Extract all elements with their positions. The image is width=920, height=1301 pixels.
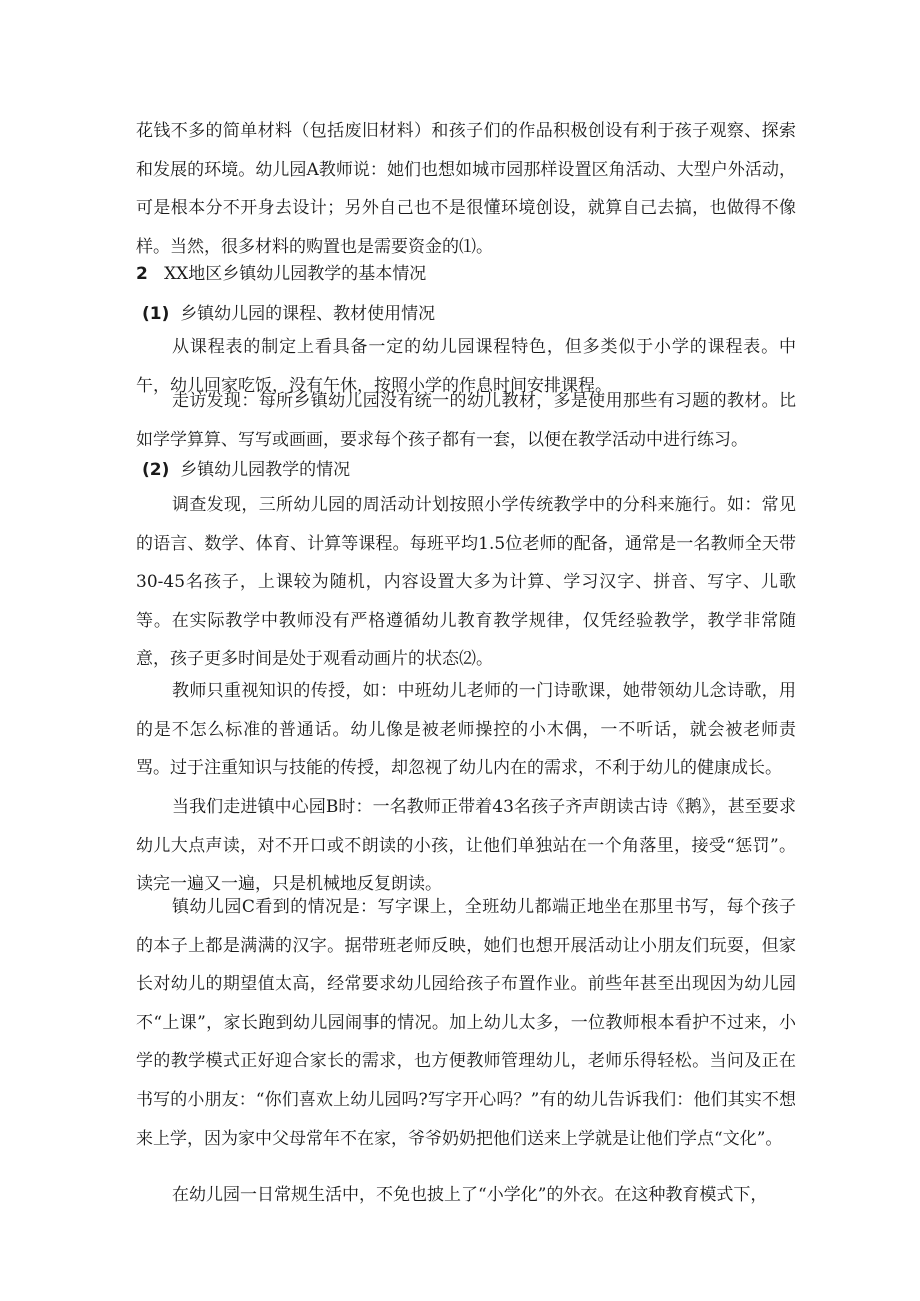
subsection-title: 乡镇幼儿园教学的情况 <box>180 460 351 480</box>
subsection-title: 乡镇幼儿园的课程、教材使用情况 <box>180 304 436 324</box>
paragraph-materials: 走访发现：每所乡镇幼儿园没有统一的幼儿教材，多是使用那些有习题的教材。比如学学算算、写写或画画，要求每个孩子都有一套，以便在教学活动中进行练习。 <box>136 391 796 450</box>
paragraph-center-b: 当我们走进镇中心园B时：一名教师正带着43名孩子齐声朗读古诗《鹅》，甚至要求幼儿大点声读，对不开口或不朗读的小孩，让他们单独站在一个角落里，接受“惩罚”。读完一遍又一遍，只是机械地反复朗读。 <box>136 797 796 895</box>
paragraph-curriculum: 从课程表的制定上看具备一定的幼儿园课程特色，但多类似于小学的课程表。中午，幼儿回家吃饭，没有午休，按照小学的作息时间安排课程。 <box>136 337 796 396</box>
subsection-heading-1 <box>142 296 802 332</box>
subsection-heading-2 <box>142 452 802 488</box>
subsection-number: (1) <box>142 304 170 324</box>
subsection-number: (2) <box>142 460 170 480</box>
section-title: XX地区乡镇幼儿园教学的基本情况 <box>164 264 427 284</box>
section-heading-2 <box>136 256 796 292</box>
paragraph-kindergarten-c: 镇幼儿园C看到的情况是：写字课上，全班幼儿都端正地坐在那里书写，每个孩子的本子上都是满满的汉字。据带班老师反映，她们也想开展活动让小朋友们玩耍，但家长对幼儿的期望值太高，经常要求幼儿园给孩子布置作业。前些年甚至出现因为幼儿园不“上课”，家长跑到幼儿园闹事的情况。加上幼儿太多，一位教师根本看护不过来，小学的教学模式正好迎合家长的需求，也方便教师管理幼儿，老师乐得轻松。当问及正在书写的小朋友：“你们喜欢上幼儿园吗?写字开心吗？”有的幼儿告诉我们：他们其实不想来上学，因为家中父母常年不在家，爷爷奶奶把他们送来上学就是让他们学点“文化”。 <box>136 897 796 1149</box>
paragraph-environment: 花钱不多的简单材料（包括废旧材料）和孩子们的作品积极创设有利于孩子观察、探索和发展的环境。幼儿园A教师说：她们也想如城市园那样设置区角活动、大型户外活动，可是根本分不开身去设计；另外自己也不是很懂环境创设，就算自己去搞，也做得不像样。当然，很多材料的购置也是需要资金的⑴。 <box>136 121 796 257</box>
paragraph-knowledge: 教师只重视知识的传授，如：中班幼儿老师的一门诗歌课，她带领幼儿念诗歌，用的是不怎么标准的普通话。幼儿像是被老师操控的小木偶，一不听话，就会被老师责骂。过于注重知识与技能的传授，却忽视了幼儿内在的需求，不利于幼儿的健康成长。 <box>136 681 796 779</box>
paragraph-survey: 调查发现，三所幼儿园的周活动计划按照小学传统教学中的分科来施行。如：常见的语言、数学、体育、计算等课程。每班平均1.5位老师的配备，通常是一名教师全天带30-45名孩子，上课较为随机，内容设置大多为计算、学习汉字、拼音、写字、儿歌等。在实际教学中教师没有严格遵循幼儿教育教学规律，仅凭经验教学，教学非常随意，孩子更多时间是处于观看动画片的状态⑵。 <box>136 495 796 670</box>
paragraph-daily-life: 在幼儿园一日常规生活中，不免也披上了“小学化”的外衣。在这种教育模式下， <box>172 1185 768 1205</box>
section-number: 2 <box>136 264 148 284</box>
